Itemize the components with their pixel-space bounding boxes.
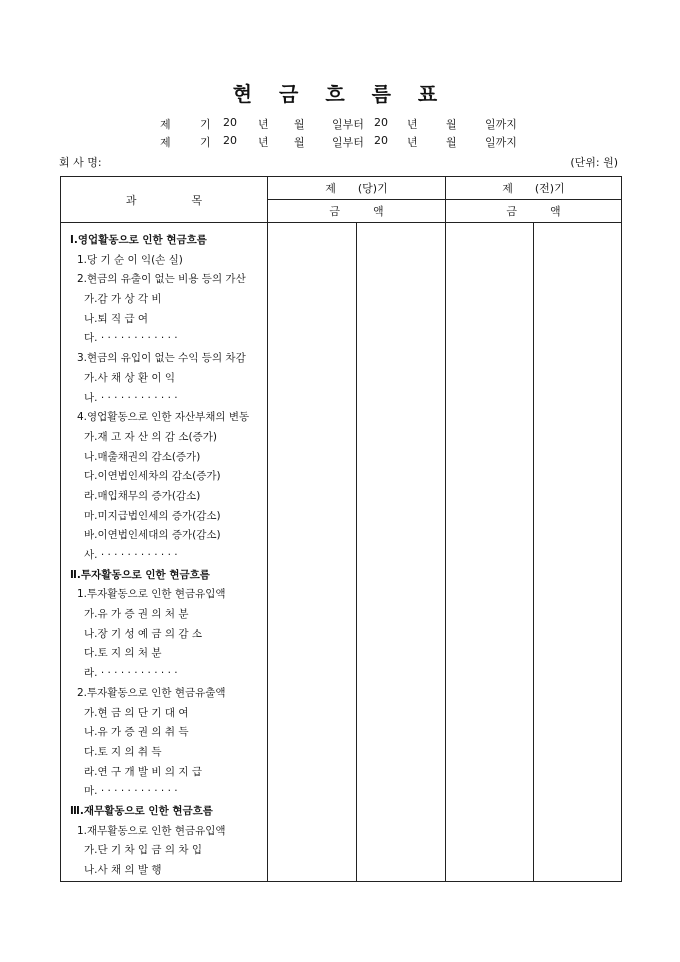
line-item: 다.토 지 의 취 득 [84, 745, 162, 758]
period-to-wol: 월 [446, 136, 457, 149]
line-item: 가.사 채 상 환 이 익 [84, 371, 176, 384]
page-title: 현 금 흐 름 표 [232, 82, 448, 106]
previous-period-header: 제 (전)기 [446, 177, 622, 200]
line-item: 사. · · · · · · · · · · · · [84, 549, 178, 561]
period-to-year: 20 [374, 134, 388, 147]
line-item: 라.매입채무의 증가(감소) [84, 489, 201, 502]
period-from-nyeon: 년 [258, 136, 269, 149]
unit-label: (단위: 원) [570, 156, 618, 169]
line-item: 4.영업활동으로 인한 자산부채의 변동 [77, 411, 250, 424]
period-gi: 기 [200, 136, 211, 149]
period-to-il: 일까지 [485, 136, 517, 149]
line-item: 가.재 고 자 산 의 감 소(증가) [84, 430, 217, 443]
period-from-year: 20 [223, 134, 237, 147]
line-item: 가.단 기 차 입 금 의 차 입 [84, 844, 202, 857]
line-item: 다.이연법인세차의 감소(증가) [84, 470, 221, 483]
line-item: 나.매출채권의 감소(증가) [84, 450, 201, 463]
line-item: 바.이연법인세대의 증가(감소) [84, 529, 221, 542]
line-item: 마.미지급법인세의 증가(감소) [84, 509, 221, 522]
period-je: 제 [160, 118, 171, 131]
period-from-year: 20 [223, 116, 237, 129]
current-amount-cell-a [268, 223, 357, 882]
current-period-header: 제 (당)기 [268, 177, 446, 200]
period-to-il: 일까지 [485, 118, 517, 131]
period-from-wol: 월 [294, 118, 305, 131]
section-heading: Ⅱ.투자활동으로 인한 현금흐름 [70, 568, 210, 581]
period-from-il: 일부터 [332, 136, 364, 149]
previous-amount-cell-b [534, 223, 622, 882]
line-item: 나.장 기 성 예 금 의 감 소 [84, 627, 202, 640]
period-to-year: 20 [374, 116, 388, 129]
line-item: 다.토 지 의 처 분 [84, 647, 162, 660]
line-item: 1.재무활동으로 인한 현금유입액 [77, 824, 226, 837]
period-to-wol: 월 [446, 118, 457, 131]
line-item: 라.연 구 개 발 비 의 지 급 [84, 765, 202, 778]
current-amount-cell-b [357, 223, 446, 882]
line-item: 1.투자활동으로 인한 현금유입액 [77, 588, 226, 601]
line-item: 2.현금의 유출이 없는 비용 등의 가산 [77, 273, 246, 286]
section-heading: Ⅲ.재무활동으로 인한 현금흐름 [70, 804, 213, 817]
previous-amount-cell-a [446, 223, 534, 882]
line-item: 2.투자활동으로 인한 현금유출액 [77, 686, 226, 699]
line-item: 가.유 가 증 권 의 처 분 [84, 608, 189, 621]
company-name-label: 회 사 명: [59, 156, 102, 169]
line-item: 마. · · · · · · · · · · · · [84, 785, 178, 798]
period-je: 제 [160, 136, 171, 149]
section-heading: Ⅰ.영업활동으로 인한 현금흐름 [70, 234, 207, 246]
period-gi: 기 [200, 118, 211, 131]
period-to-nyeon: 년 [407, 118, 418, 131]
period-from-il: 일부터 [332, 118, 364, 131]
line-item: 나.유 가 증 권 의 취 득 [84, 726, 189, 739]
period-from-nyeon: 년 [258, 118, 269, 131]
line-item: 다. · · · · · · · · · · · · [84, 332, 178, 345]
amount-header-previous: 금 액 [446, 200, 622, 223]
line-item: 나.사 채 의 발 행 [84, 864, 162, 876]
line-item: 나.퇴 직 급 여 [84, 312, 149, 325]
period-to-nyeon: 년 [407, 136, 418, 149]
line-item: 1.당 기 순 이 익(손 실) [77, 253, 183, 266]
line-item: 라. · · · · · · · · · · · · [84, 667, 178, 680]
subject-column [61, 223, 268, 882]
line-item: 3.현금의 유입이 없는 수익 등의 차감 [77, 352, 246, 365]
subject-header: 과 목 [61, 177, 268, 223]
cash-flow-table [60, 176, 622, 882]
line-item-list [61, 223, 267, 881]
period-from-wol: 월 [294, 136, 305, 149]
line-item: 나. · · · · · · · · · · · · [84, 391, 178, 404]
amount-header-current: 금 액 [268, 200, 446, 223]
line-item: 가.현 금 의 단 기 대 여 [84, 706, 189, 719]
line-item: 가.감 가 상 각 비 [84, 293, 162, 306]
